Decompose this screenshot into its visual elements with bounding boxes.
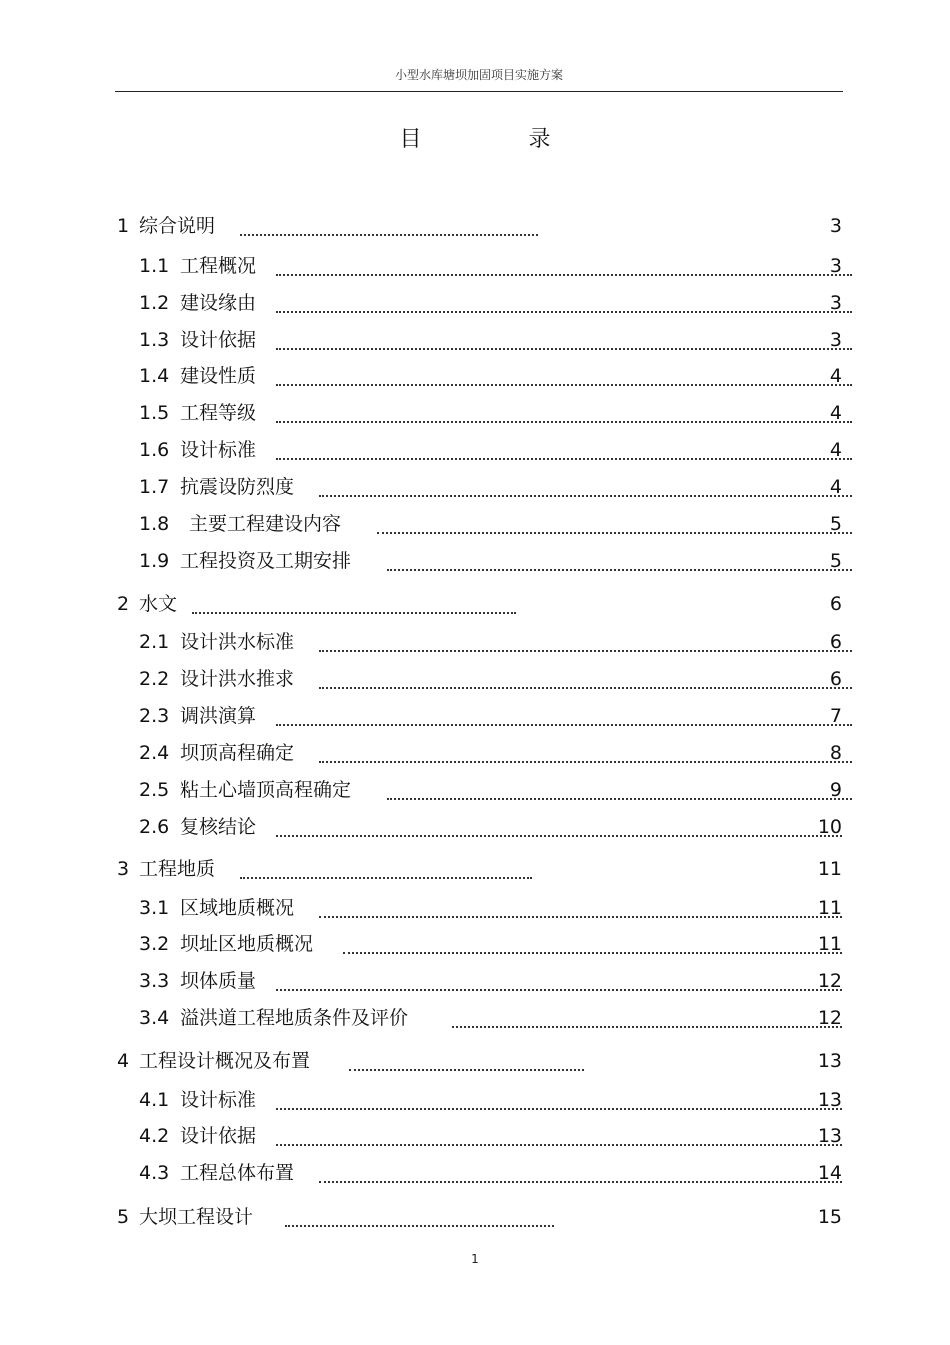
toc-entry-number: 1.4 (139, 362, 169, 390)
toc-entry[interactable] (0, 590, 950, 618)
toc-entry-page: 7 (829, 705, 842, 727)
toc-entry-label: 水文 (139, 590, 177, 618)
toc-entry-label: 坝址区地质概况 (180, 930, 313, 958)
toc-entry[interactable] (0, 702, 950, 730)
toc-entry-page: 3 (829, 292, 842, 314)
toc-entry-page: 4 (829, 402, 842, 424)
toc-entry-page: 10 (817, 816, 842, 838)
toc-entry-label: 坝顶高程确定 (180, 739, 294, 767)
toc-entry[interactable] (0, 252, 950, 280)
toc-entry[interactable] (0, 326, 950, 354)
toc-entry-number: 2.4 (139, 739, 169, 767)
toc-leader (276, 1124, 842, 1146)
toc-entry-page: 12 (817, 970, 842, 992)
toc-entry-page: 13 (817, 1089, 842, 1111)
toc-leader (276, 969, 842, 991)
toc-entry-label: 工程总体布置 (180, 1159, 294, 1187)
toc-entry-page: 6 (829, 593, 842, 615)
toc-leader (276, 364, 852, 386)
toc-leader (319, 741, 852, 763)
toc-entry[interactable] (0, 1004, 950, 1032)
toc-entry-number: 4 (117, 1047, 129, 1075)
toc-leader (276, 254, 852, 276)
toc-entry-number: 4.1 (139, 1086, 169, 1114)
toc-leader (276, 704, 852, 726)
toc-entry[interactable] (0, 436, 950, 464)
toc-leader (377, 512, 852, 534)
toc-entry-label: 抗震设防烈度 (180, 473, 294, 501)
toc-entry[interactable] (0, 362, 950, 390)
toc-entry-label: 工程概况 (180, 252, 256, 280)
toc-entry-page: 6 (829, 631, 842, 653)
toc-entry-label: 设计洪水标准 (180, 628, 294, 656)
toc-entry-label: 工程等级 (180, 399, 256, 427)
toc-leader (319, 1161, 842, 1183)
toc-entry-label: 设计标准 (180, 436, 256, 464)
toc-entry-number: 1.1 (139, 252, 169, 280)
toc-leader (319, 475, 852, 497)
toc-entry[interactable] (0, 1122, 950, 1150)
toc-entry[interactable] (0, 399, 950, 427)
toc-leader (276, 1088, 842, 1110)
toc-entry[interactable] (0, 813, 950, 841)
toc-entry-number: 1.5 (139, 399, 169, 427)
toc-entry-number: 1.2 (139, 289, 169, 317)
toc-entry-page: 3 (829, 329, 842, 351)
toc-entry-label: 区域地质概况 (180, 894, 294, 922)
toc-leader (285, 1205, 554, 1227)
toc-leader (276, 815, 842, 837)
toc-entry[interactable] (0, 776, 950, 804)
toc-entry-page: 11 (817, 858, 842, 880)
toc-entry-label: 综合说明 (139, 212, 215, 240)
toc-entry[interactable] (0, 855, 950, 883)
toc-entry-label: 主要工程建设内容 (189, 510, 341, 538)
toc-entry-number: 2.3 (139, 702, 169, 730)
toc-entry-page: 13 (817, 1050, 842, 1072)
toc-leader (240, 214, 538, 236)
toc-entry-number: 5 (117, 1203, 129, 1231)
toc-leader (240, 857, 532, 879)
toc-entry-label: 大坝工程设计 (139, 1203, 253, 1231)
toc-entry-label: 设计依据 (180, 1122, 256, 1150)
toc-entry-number: 3 (117, 855, 129, 883)
toc-entry-page: 3 (829, 255, 842, 277)
toc-entry-number: 3.3 (139, 967, 169, 995)
toc-leader (276, 291, 852, 313)
toc-leader (319, 896, 842, 918)
toc-entry-number: 2.2 (139, 665, 169, 693)
toc-entry-label: 调洪演算 (180, 702, 256, 730)
toc-entry-page: 15 (817, 1206, 842, 1228)
toc-leader (343, 932, 842, 954)
toc-entry-page: 9 (829, 779, 842, 801)
toc-entry[interactable] (0, 289, 950, 317)
toc-entry[interactable] (0, 1203, 950, 1231)
toc-entry-label: 溢洪道工程地质条件及评价 (180, 1004, 408, 1032)
toc-entry-label: 工程投资及工期安排 (180, 547, 351, 575)
toc-leader (319, 630, 852, 652)
toc-entry-number: 2 (117, 590, 129, 618)
toc-leader (192, 592, 516, 614)
toc-entry-number: 1.7 (139, 473, 169, 501)
toc-entry-page: 5 (829, 550, 842, 572)
toc-entry-page: 12 (817, 1007, 842, 1029)
toc-entry[interactable] (0, 628, 950, 656)
toc-entry-number: 1 (117, 212, 129, 240)
toc-leader (276, 438, 852, 460)
toc-entry-page: 11 (817, 933, 842, 955)
toc-leader (387, 549, 852, 571)
toc-entry[interactable] (0, 1047, 950, 1075)
toc-entry-label: 设计洪水推求 (180, 665, 294, 693)
toc-entry-number: 4.3 (139, 1159, 169, 1187)
header-title: 小型水库塘坝加固项目实施方案 (394, 68, 563, 82)
page-number: 1 (471, 1252, 479, 1266)
toc-entry-label: 粘土心墙顶高程确定 (180, 776, 351, 804)
toc-entry[interactable] (0, 547, 950, 575)
toc-entry[interactable] (0, 930, 950, 958)
toc-leader (349, 1049, 584, 1071)
toc-entry[interactable] (0, 665, 950, 693)
toc-entry[interactable] (0, 212, 950, 240)
toc-entry-label: 坝体质量 (180, 967, 256, 995)
toc-entry-number: 2.6 (139, 813, 169, 841)
toc-entry[interactable] (0, 1159, 950, 1187)
toc-entry-page: 6 (829, 668, 842, 690)
toc-entry-page: 4 (829, 476, 842, 498)
toc-entry[interactable] (0, 894, 950, 922)
toc-entry-number: 2.1 (139, 628, 169, 656)
toc-leader (276, 328, 852, 350)
toc-entry-page: 5 (829, 513, 842, 535)
toc-entry-page: 8 (829, 742, 842, 764)
toc-entry-number: 3.2 (139, 930, 169, 958)
toc-entry-number: 4.2 (139, 1122, 169, 1150)
toc-entry-page: 11 (817, 897, 842, 919)
toc-entry-number: 1.8 (139, 510, 169, 538)
toc-entry-label: 建设缘由 (180, 289, 256, 317)
toc-entry[interactable] (0, 967, 950, 995)
toc-entry-page: 13 (817, 1125, 842, 1147)
toc-entry-label: 建设性质 (180, 362, 256, 390)
toc-entry[interactable] (0, 510, 950, 538)
toc-entry-label: 工程设计概况及布置 (139, 1047, 310, 1075)
toc-title: 目 录 (399, 127, 601, 152)
toc-entry-label: 工程地质 (139, 855, 215, 883)
toc-entry-number: 1.6 (139, 436, 169, 464)
toc-leader (387, 778, 852, 800)
toc-entry-label: 复核结论 (180, 813, 256, 841)
toc-entry-page: 4 (829, 365, 842, 387)
toc-entry[interactable] (0, 739, 950, 767)
toc-leader (276, 401, 852, 423)
toc-entry[interactable] (0, 473, 950, 501)
toc-entry-number: 1.3 (139, 326, 169, 354)
toc-entry-number: 2.5 (139, 776, 169, 804)
toc-entry-page: 14 (817, 1162, 842, 1184)
toc-entry-number: 3.1 (139, 894, 169, 922)
toc-leader (319, 667, 852, 689)
toc-entry-label: 设计标准 (180, 1086, 256, 1114)
toc-entry-page: 3 (829, 215, 842, 237)
toc-entry[interactable] (0, 1086, 950, 1114)
toc-entry-page: 4 (829, 439, 842, 461)
toc-entry-label: 设计依据 (180, 326, 256, 354)
toc-entry-number: 3.4 (139, 1004, 169, 1032)
toc-entry-number: 1.9 (139, 547, 169, 575)
toc-leader (452, 1006, 842, 1028)
